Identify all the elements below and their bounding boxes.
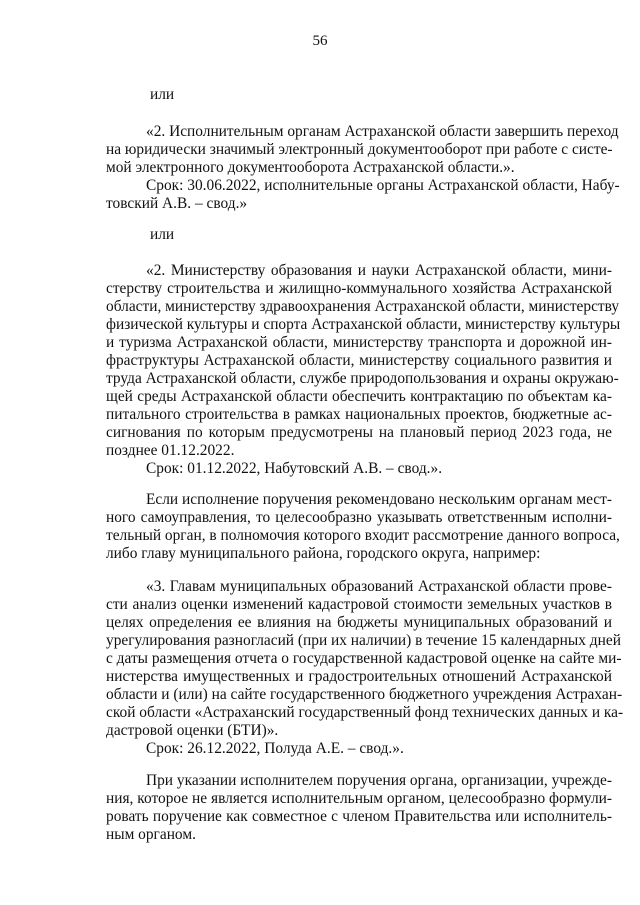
text-line: нистерства имущественных и градостроительных отношений Астраханской [106, 668, 612, 685]
text-line: При указании исполнителем поручения органа, организации, учрежде- [146, 772, 612, 789]
text-line: Срок: 26.12.2022, Полуда А.Е. – свод.». [146, 740, 404, 757]
text-line: области и (или) на сайте государственного бюджетного учреждения Астрахан- [106, 686, 623, 703]
text-line: либо главу муниципального района, городского округа, например: [106, 545, 541, 562]
text-line: ской области «Астраханский государственный фонд технических данных и ка- [106, 704, 624, 721]
text-line: Срок: 30.06.2022, исполнительные органы Астраханской области, Набу- [146, 177, 620, 194]
text-line: сигнования по которым предусмотрены на плановый период 2023 года, не [106, 424, 612, 441]
text-line: фраструктуры Астраханской области, министерству социального развития и [106, 352, 612, 369]
text-line: товский А.В. – свод.» [106, 195, 248, 212]
text-line: дастровой оценки (БТИ)». [106, 722, 279, 739]
text-line: области, министерству здравоохранения Астраханской области, министерству [106, 298, 620, 315]
text-line: стерству строительства и жилищно-коммунального хозяйства Астраханской [106, 280, 612, 297]
text-line: ным органом. [106, 826, 196, 843]
text-line: ровать поручение как совместное с членом Правительства или исполнитель- [106, 808, 612, 825]
text-line: «3. Главам муниципальных образований Астраханской области прове- [146, 578, 612, 595]
text-line: или [150, 86, 175, 103]
text-line: на юридически значимый электронный документооборот при работе с систе- [106, 141, 613, 158]
text-line: «2. Министерству образования и науки Астраханской области, мини- [146, 262, 612, 279]
text-line: позднее 01.12.2022. [106, 442, 235, 459]
text-line: с даты размещения отчета о государственной кадастровой оценке на сайте ми- [106, 650, 622, 667]
text-line: или [150, 226, 175, 243]
page-number: 56 [312, 33, 328, 49]
text-line: урегулирования разногласий (при их наличии) в течение 15 календарных дней [106, 632, 621, 649]
text-line: Если исполнение поручения рекомендовано нескольким органам мест- [146, 491, 612, 508]
text-line: целях определения ее влияния на бюджеты муниципальных образований и [106, 614, 612, 631]
text-line: щей среды Астраханской области обеспечить контрактацию по объектам ка- [106, 388, 612, 405]
text-line: тельный орган, в полномочия которого входит рассмотрение данного вопроса, [106, 527, 620, 544]
text-line: «2. Исполнительным органам Астраханской области завершить переход [146, 123, 619, 140]
text-line: мой электронного документооборота Астраханской области.». [106, 159, 515, 176]
text-line: Срок: 01.12.2022, Набутовский А.В. – свод.». [146, 460, 443, 477]
text-line: ного самоуправления, то целесообразно указывать ответственным исполни- [106, 509, 612, 526]
text-line: и туризма Астраханской области, министерству транспорта и дорожной ин- [106, 334, 612, 351]
text-line: питального строительства в рамках национальных проектов, бюджетные ас- [106, 406, 612, 423]
text-line: ния, которое не является исполнительным органом, целесообразно формули- [106, 790, 612, 807]
text-line: труда Астраханской области, службе природопользования и охраны окружаю- [106, 370, 619, 387]
text-line: сти анализ оценки изменений кадастровой стоимости земельных участков в [106, 596, 612, 613]
text-line: физической культуры и спорта Астраханской области, министерству культуры [106, 316, 621, 333]
